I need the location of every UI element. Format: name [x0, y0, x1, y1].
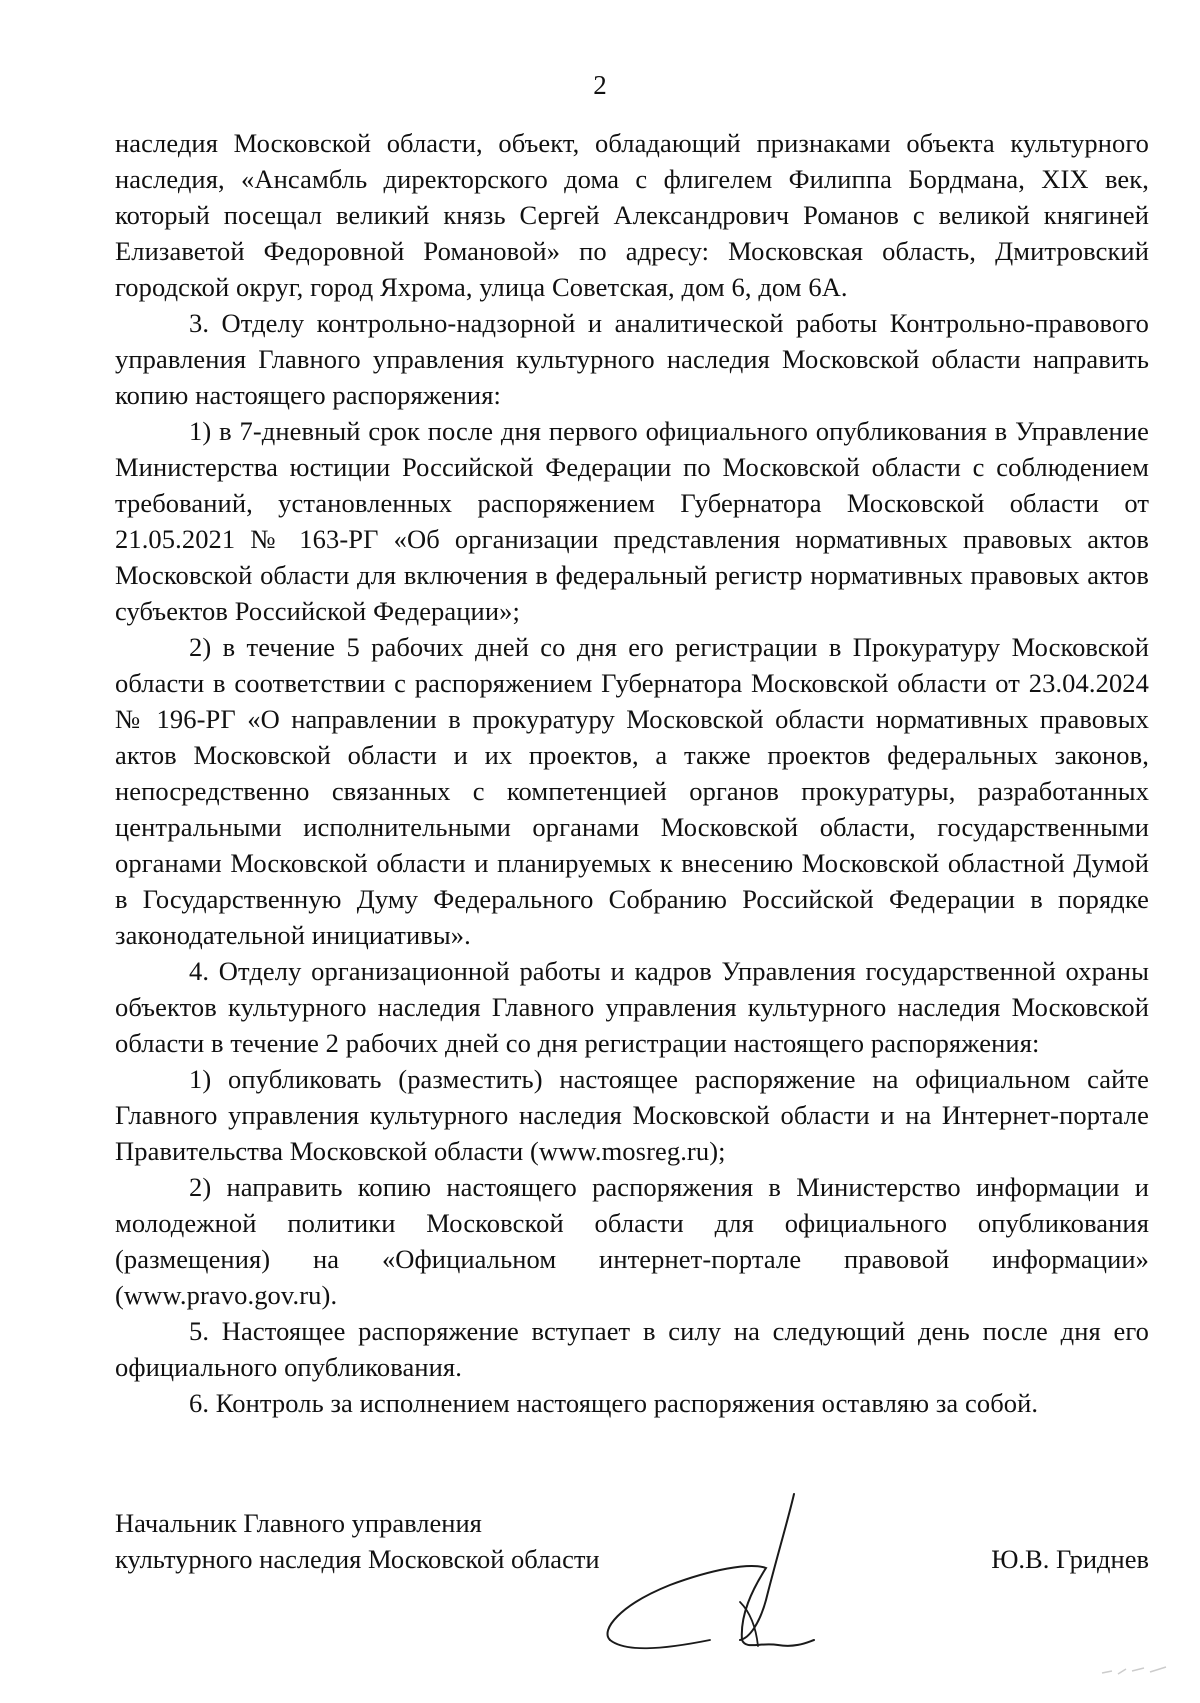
paragraph-item-3-2: 2) в течение 5 рабочих дней со дня его регистрации в Прокуратуру Московской области в соответствии с распоряжением Губернатора Московской области от 23.04.2024 № 196-РГ «О направлении в прокуратуру Московской области нормативных правовых актов Московской области и их проектов, а также проектов федеральных законов, непосредственно связанных с компетенцией органов прокуратуры, разработанных центральными исполнительными органами Московской области, государственными органами Московской области и планируемых к внесению Московской областной Думой в Государственную Думу Федерального Собранию Российской Федерации в порядке законодательной инициативы».	[115, 632, 1149, 950]
scan-speck-mark	[1100, 1659, 1170, 1679]
signatory-name: Ю.В. Гриднев	[991, 1544, 1149, 1574]
handwritten-signature	[600, 1490, 850, 1650]
page-number: 2	[593, 70, 607, 100]
paragraph-item-3-1: 1) в 7-дневный срок после дня первого официального опубликования в Управление Министерства юстиции Российской Федерации по Московской области с соблюдением требований, установленных распоряжением Губернатора Московской области от 21.05.2021 № 163-РГ «Об организации представления нормативных правовых актов Московской области для включения в федеральный регистр нормативных правовых актов субъектов Российской Федерации»;	[115, 416, 1149, 626]
paragraph-item-6: 6. Контроль за исполнением настоящего распоряжения оставляю за собой.	[189, 1388, 1039, 1418]
paragraph-item-3: 3. Отделу контрольно-надзорной и аналитической работы Контрольно-правового управления Главного управления культурного наследия Московской области направить копию настоящего распоряжения:	[115, 308, 1149, 410]
paragraph-item-5: 5. Настоящее распоряжение вступает в силу на следующий день после дня его официального опубликования.	[115, 1316, 1149, 1382]
paragraph-item-4-1: 1) опубликовать (разместить) настоящее распоряжение на официальном сайте Главного управления культурного наследия Московской области и на Интернет-портале Правительства Московской области (www.mosreg.ru);	[115, 1064, 1149, 1166]
signatory-position	[115, 1505, 600, 1577]
paragraph-continuation: наследия Московской области, объект, обладающий признаками объекта культурного наследия, «Ансамбль директорского дома с флигелем Филиппа Бордмана, XIX век, который посещал великий князь Сергей Александрович Романов с великой княгиней Елизаветой Федоровной Романовой» по адресу: Московская область, Дмитровский городской округ, город Яхрома, улица Советская, дом 6, дом 6А.	[115, 128, 1149, 302]
signatory-position-line1: Начальник Главного управления	[115, 1508, 482, 1538]
paragraph-item-4-2: 2) направить копию настоящего распоряжения в Министерство информации и молодежной политики Московской области для официального опубликования (размещения) на «Официальном интернет-портале правовой информации» (www.pravo.gov.ru).	[115, 1172, 1149, 1310]
document-body	[115, 125, 1149, 1421]
paragraph-item-4: 4. Отделу организационной работы и кадров Управления государственной охраны объектов культурного наследия Главного управления культурного наследия Московской области в течение 2 рабочих дней со дня регистрации настоящего распоряжения:	[115, 956, 1149, 1058]
signatory-position-line2: культурного наследия Московской области	[115, 1544, 600, 1574]
